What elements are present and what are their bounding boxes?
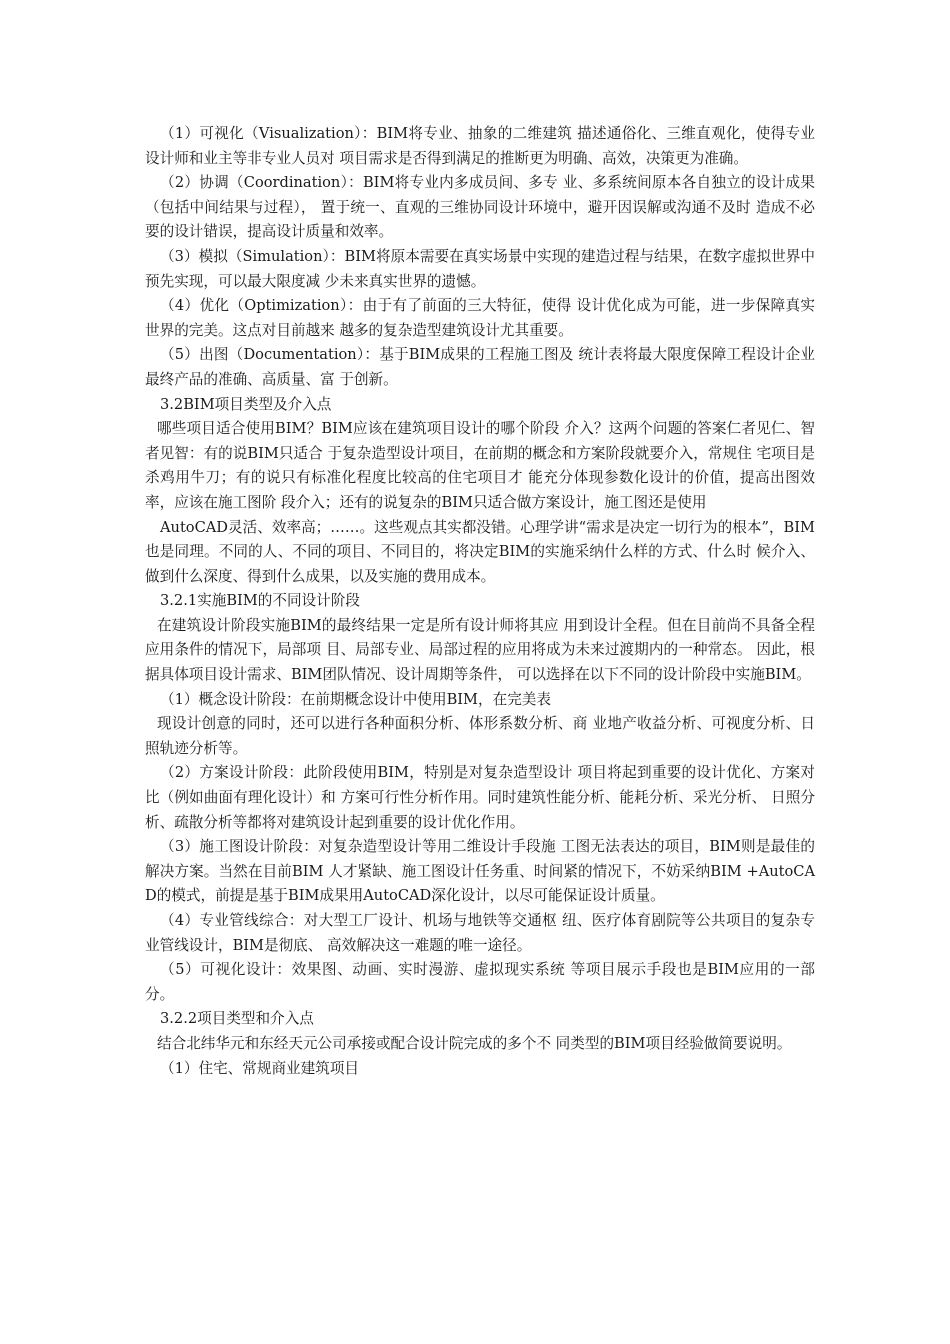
section-heading: 3.2.1实施BIM的不同设计阶段 bbox=[160, 592, 360, 610]
paragraph: （2）方案设计阶段：此阶段使用BIM，特别是对复杂造型设计 项目将起到重要的设计优化、方案对比（例如曲面有理化设计）和 方案可行性分析作用。同时建筑性能分析、能耗分析、采光分析、 日照分析、疏散分析等都将对建筑设计起到重要的设计优化作用。 bbox=[145, 764, 815, 831]
paragraph: （3）施工图设计阶段：对复杂造型设计等用二维设计手段施 工图无法表达的项目，BIM则是最佳的解决方案。当然在目前BIM 人才紧缺、施工图设计任务重、时间紧的情况下，不妨采纳BIM +AutoCAD的模式，前提是基于BIM成果用AutoCAD深化设计，以尽可能保证设计质量。 bbox=[145, 838, 815, 905]
section-heading: 3.2BIM项目类型及介入点 bbox=[160, 395, 332, 413]
paragraph: 结合北纬华元和东经天元公司承接或配合设计院完成的多个不 同类型的BIM项目经验做简要说明。 bbox=[157, 1034, 792, 1052]
paragraph: 哪些项目适合使用BIM？BIM应该在建筑项目设计的哪个阶段 介入？这两个问题的答案仁者见仁、智者见智：有的说BIM只适合 于复杂造型设计项目，在前期的概念和方案阶段就要介入，常规住 宅项目是杀鸡用牛刀；有的说只有标准化程度比较高的住宅项目才 能充分体现参数化设计的价值，提高出图效率，应该在施工图阶 段介入；还有的说复杂的BIM只适合做方案设计，施工图还是使用 bbox=[145, 420, 815, 511]
paragraph: （4）优化（Optimization）：由于有了前面的三大特征，使得 设计优化成为可能，进一步保障真实世界的完美。这点对目前越来 越多的复杂造型建筑设计尤其重要。 bbox=[145, 297, 815, 339]
paragraph: （1）住宅、常规商业建筑项目 bbox=[160, 1059, 360, 1077]
document-body bbox=[145, 122, 815, 1081]
paragraph: （5）可视化设计：效果图、动画、实时漫游、虚拟现实系统 等项目展示手段也是BIM应用的一部分。 bbox=[145, 961, 815, 1003]
paragraph: （1）可视化（Visualization）：BIM将专业、抽象的二维建筑 描述通俗化、三维直观化，使得专业设计师和业主等非专业人员对 项目需求是否得到满足的推断更为明确、高效，决策更为准确。 bbox=[145, 125, 815, 167]
paragraph: （5）出图（Documentation）：基于BIM成果的工程施工图及 统计表将最大限度保障工程设计企业最终产品的准确、高质量、富 于创新。 bbox=[145, 346, 815, 388]
paragraph: （4）专业管线综合：对大型工厂设计、机场与地铁等交通枢 纽、医疗体育剧院等公共项目的复杂专业管线设计，BIM是彻底、 高效解决这一难题的唯一途径。 bbox=[145, 912, 815, 954]
paragraph: 现设计创意的同时，还可以进行各种面积分析、体形系数分析、商 业地产收益分析、可视度分析、日照轨迹分析等。 bbox=[145, 715, 815, 757]
section-heading: 3.2.2项目类型和介入点 bbox=[160, 1010, 314, 1028]
paragraph: 在建筑设计阶段实施BIM的最终结果一定是所有设计师将其应 用到设计全程。但在目前尚不具备全程应用条件的情况下，局部项 目、局部专业、局部过程的应用将成为未来过渡期内的一种常态。 因此，根据具体项目设计需求、BIM团队情况、设计周期等条件， 可以选择在以下不同的设计阶段中实施BIM。 bbox=[145, 616, 815, 684]
paragraph: AutoCAD灵活、效率高；……。这些观点其实都没错。心理学讲“需求是决定一切行为的根本”，BIM也是同理。不同的人、不同的项目、不同目的，将决定BIM的实施采纳什么样的方式、什么时 候介入、做到什么深度、得到什么成果，以及实施的费用成本。 bbox=[145, 518, 815, 585]
paragraph: （1）概念设计阶段：在前期概念设计中使用BIM，在完美表 bbox=[160, 690, 551, 708]
paragraph: （2）协调（Coordination）：BIM将专业内多成员间、多专 业、多系统间原本各自独立的设计成果（包括中间结果与过程）， 置于统一、直观的三维协同设计环境中，避开因误解或沟通不及时 造成不必要的设计错误，提高设计质量和效率。 bbox=[145, 174, 815, 241]
paragraph: （3）模拟（Simulation）：BIM将原本需要在真实场景中实现的建造过程与结果，在数字虚拟世界中预先实现，可以最大限度减 少未来真实世界的遗憾。 bbox=[145, 247, 815, 290]
